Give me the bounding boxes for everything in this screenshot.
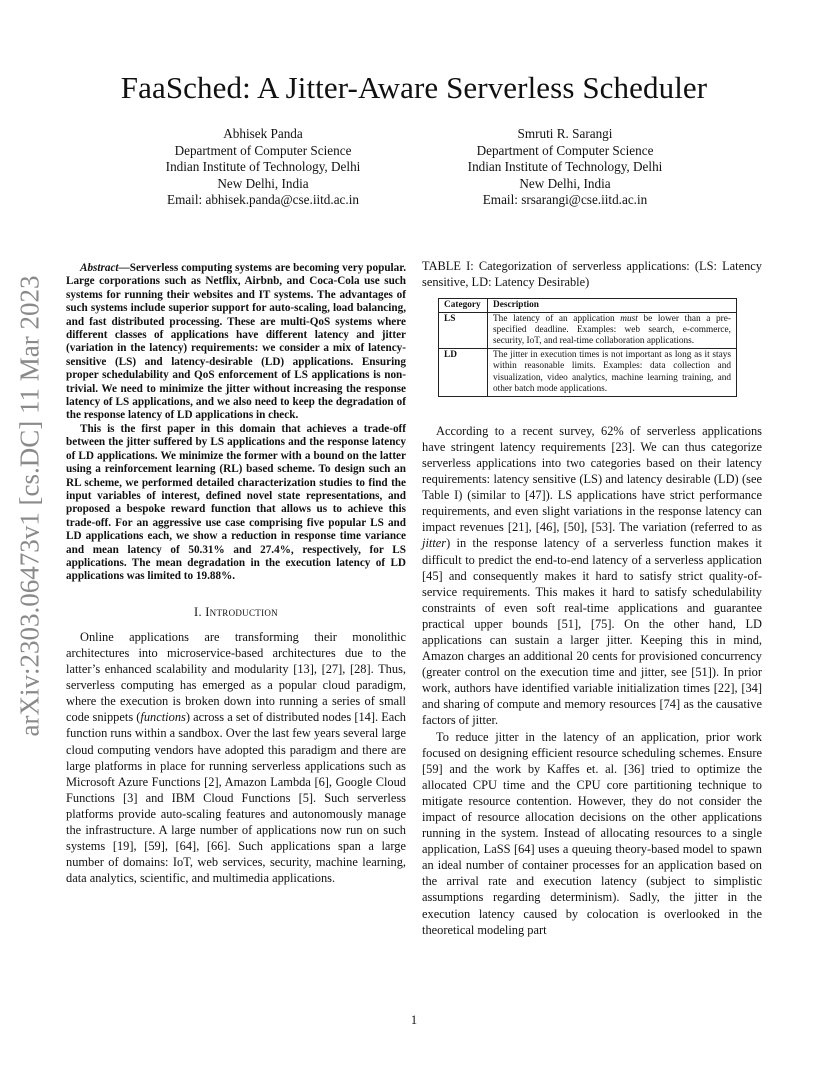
author-institution: Indian Institute of Technology, Delhi (467, 159, 663, 175)
citation-link[interactable]: [74] (659, 697, 681, 712)
citation-link[interactable]: [51] (691, 665, 712, 680)
citation-link[interactable]: [13] (293, 662, 314, 677)
table-cell-category: LS (439, 313, 488, 349)
citation-link[interactable]: [19] (112, 839, 134, 854)
citation-link[interactable]: [23] (611, 439, 633, 454)
body-paragraph: To reduce jitter in the latency of an application, prior work focused on designing efficient resource scheduling schemes. Ensure [59] and the work by Kaffes et. al. [36] tried to optimize the allocated CPU time and the CPU core partitioning technique to mitigate resource contention. However, they do not consider the impact of resource allocation decisions on the other applications running in the system. Instead of allocating resources to a single application, LaSS [64] uses a queuing theory-based model to spawn an ideal number of container processes for an application based on the arrival rate and execution latency (subject to simplistic assumptions regarding determinism). Sadly, the jitter in the execution latency caused by colocation is overlooked in the theoretical modeling part (422, 729, 762, 937)
author-name: Abhisek Panda (223, 126, 303, 141)
citation-link[interactable]: [5] (298, 790, 314, 805)
table-header-cell: Category (439, 299, 488, 313)
abstract-paragraph-2: This is the first paper in this domain that achieves a trade-off between the jitter suffered by LS applications and the response latency of LD applications. We minimize the former with a bound on the latter using a reinforcement learning (RL) based scheme. To design such an RL scheme, we performed detailed characterization studies to find the input variables of interest, defined novel state representations, and proposed a bespoke reward function that allows us to achieve this trade-off. For an aggressive use case comprising five popular LS and LD applications each, we show a reduction in response time variance and mean latency of 50.31% and 27.4%, respectively, for LS applications. The mean degradation in the execution latency of LD applications was limited to 19.88%. (66, 422, 406, 583)
citation-link[interactable]: [46] (535, 520, 557, 535)
citation-link[interactable]: [6] (314, 774, 329, 789)
citation-link[interactable]: [14] (354, 710, 375, 725)
paper-title: FaaSched: A Jitter-Aware Serverless Scheduler (120, 70, 708, 105)
citation-link[interactable]: [34] (741, 681, 762, 696)
citation-link[interactable]: [64] (513, 842, 535, 857)
abstract-label: Abstract (80, 262, 119, 274)
abstract-paragraph-1 (66, 262, 406, 423)
author-block-2 (415, 126, 715, 209)
abstract-text: —Serverless computing systems are becoming very popular. Large corporations such as Netflix, Airbnb, and Coca-Cola use such systems for running their websites and IT systems. The advantages of such systems include superior support for auto-scaling, load balancing, and fast distributed processing. These are multi-QoS systems where different classes of applications have different latency and jitter (variation in the latency) requirements: we consider a mix of latency-sensitive (LS) and latency-desirable (LD) applications. Ensuring proper schedulability and QoS enforcement of LS applications is non-trivial. We need to minimize the jitter without increasing the response latency of LS applications, and we also need to keep the degradation of the response latency of LD applications in check. (66, 262, 406, 422)
citation-link[interactable]: [28] (349, 662, 371, 677)
citation-link[interactable]: [3] (123, 790, 138, 805)
table-reference-link[interactable]: I (454, 488, 459, 503)
citation-link[interactable]: [2] (204, 774, 219, 789)
right-column (422, 258, 762, 938)
page-number: 1 (410, 1013, 418, 1027)
author-city: New Delhi, India (217, 175, 309, 191)
citation-link[interactable]: [45] (422, 568, 443, 583)
arxiv-stamp-text: arXiv:2303.06473v1 [cs.DC] 11 Mar 2023 (14, 275, 45, 736)
citation-link[interactable]: [53] (591, 520, 613, 535)
left-column (66, 262, 406, 886)
author-department: Department of Computer Science (174, 142, 352, 158)
arxiv-stamp (12, 275, 48, 736)
section-heading-introduction (66, 604, 406, 620)
citation-link[interactable]: [47] (525, 488, 546, 503)
section-title: Introduction (205, 604, 278, 619)
author-department: Department of Computer Science (476, 142, 654, 158)
author-name: Smruti R. Sarangi (517, 126, 613, 141)
intro-paragraph: Online applications are transforming their monolithic architectures into microservice-based architectures due to the latter’s enhanced scalability and modularity [13], [27], [28]. Thus, serverless computing has emerged as a popular cloud paradigm, where the execution is broken down into running a series of small code snippets (functions) across a set of distributed nodes [14]. Each function runs within a sandbox. Over the last few years several large cloud computing vendors have adopted this paradigm and there are large platforms in place for running serverless applications such as Microsoft Azure Functions [2], Amazon Lambda [6], Google Cloud Functions [3] and IBM Cloud Functions [5]. Such serverless platforms provide auto-scaling features and autonomously manage the infrastructure. A large number of applications now run on such systems [19], [59], [64], [66]. Such applications span a large number of domains: IoT, web services, security, machine learning, data analytics, scientific, and multimedia applications. (66, 629, 406, 886)
author-block-1 (113, 126, 413, 209)
citation-link[interactable]: [64] (175, 839, 197, 854)
citation-link[interactable]: [59] (422, 761, 443, 776)
table-header-row (439, 299, 737, 313)
citation-link[interactable]: [21] (507, 520, 529, 535)
citation-link[interactable]: [66] (206, 839, 228, 854)
author-institution: Indian Institute of Technology, Delhi (165, 159, 361, 175)
citation-link[interactable]: [59] (144, 839, 165, 854)
author-city: New Delhi, India (519, 175, 611, 191)
section-number: I. (194, 604, 202, 619)
table-caption: TABLE I: Categorization of serverless applications: (LS: Latency sensitive, LD: Latency Desirable) (422, 259, 762, 289)
table-row (439, 313, 737, 349)
citation-link[interactable]: [51] (557, 616, 579, 631)
citation-link[interactable]: [27] (321, 662, 343, 677)
table-cell-category: LD (439, 349, 488, 396)
citation-link[interactable]: [50] (563, 520, 585, 535)
author-email[interactable]: Email: srsarangi@cse.iitd.ac.in (482, 192, 648, 208)
table-cell-description: The jitter in execution times is not important as long as it stays within reasonable limits. Examples: data collection and visualization, video analytics, machine learning training, and other batch mode applications. (488, 349, 737, 396)
author-email[interactable]: Email: abhisek.panda@cse.iitd.ac.in (167, 192, 359, 208)
citation-link[interactable]: [36] (623, 761, 645, 776)
citation-link[interactable]: [22] (713, 681, 735, 696)
table-row (439, 349, 737, 396)
categorization-table (438, 298, 737, 397)
citation-link[interactable]: [75] (590, 616, 612, 631)
table-header-cell: Description (488, 299, 737, 313)
table-cell-description: The latency of an application must be lower than a pre-specified deadline. Examples: web search, e-commerce, security, IoT, and real-time collaboration applications. (488, 313, 737, 349)
body-paragraph: According to a recent survey, 62% of serverless applications have stringent latency requirements [23]. We can thus categorize serverless applications into two categories based on their latency requirements: latency sensitive (LS) and latency desirable (LD) (see Table I) (similar to [47]). LS applications have strict performance requirements, and even slight variations in the response latency can impact revenues [21], [46], [50], [53]. The variation (referred to as jitter) in the response latency of a serverless function makes it difficult to predict the end-to-end latency of a serverless application [45] and consequently makes it hard to satisfy strict quality-of-service requirements. This makes it hard to satisfy schedulability constraints of even soft real-time applications and guarantee practical upper bounds [51], [75]. On the other hand, LD applications can sustain a larger jitter. Keeping this in mind, Amazon charges an additional 20 cents for provisioned concurrency (greater control on the execution time and jitter, see [51]). In prior work, authors have identified variable initialization times [22], [34] and sharing of compute and memory resources [74] as the causative factors of jitter. (422, 423, 763, 728)
